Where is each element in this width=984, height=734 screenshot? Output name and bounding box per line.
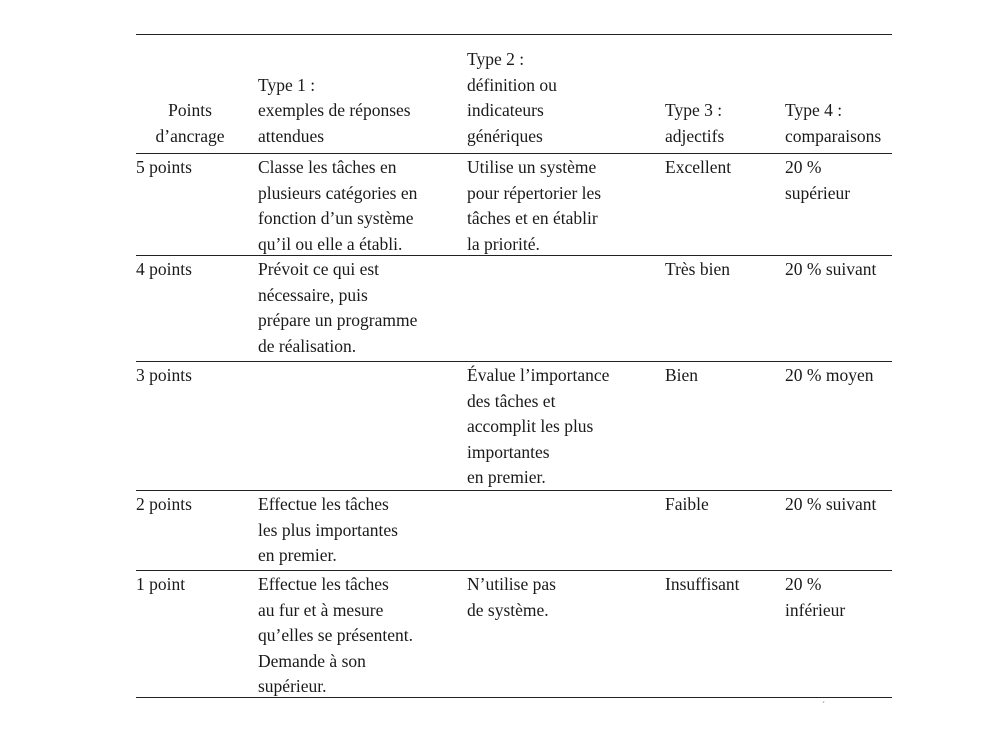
row-type4: 20 % moyen <box>785 365 874 385</box>
row-points: 3 points <box>136 365 192 385</box>
row-points: 2 points <box>136 494 192 514</box>
row-type4: 20 % suivant <box>785 494 877 514</box>
header-row <box>136 35 892 153</box>
row-type4: 20 % inférieur <box>785 574 846 620</box>
bottom-rule <box>136 697 892 698</box>
row-type4: 20 % supérieur <box>785 157 851 203</box>
row-type1: Effectue les tâches au fur et à mesure qu’elles se présentent. Demande à son supérieur. <box>258 574 414 696</box>
row-points: 1 point <box>136 574 186 594</box>
row-type1: Effectue les tâches les plus importantes en premier. <box>258 494 398 565</box>
row-type4: 20 % suivant <box>785 259 877 279</box>
row-type1: Prévoit ce qui est nécessaire, puis prépare un programme de réalisation. <box>258 259 418 356</box>
row-points: 5 points <box>136 157 192 177</box>
table-row <box>136 256 892 361</box>
anchoring-scale-table <box>136 34 892 698</box>
row-points: 4 points <box>136 259 192 279</box>
row-type2: Évalue l’importance des tâches et accomplit les plus importantes en premier. <box>467 365 610 487</box>
row-type3: Excellent <box>665 157 732 177</box>
stray-mark: ´ <box>822 700 825 710</box>
table-row <box>136 571 892 697</box>
table-row <box>136 154 892 255</box>
header-type4: Type 4 : comparaisons <box>785 100 882 146</box>
row-type1: Classe les tâches en plusieurs catégories en fonction d’un système qu’il ou elle a établi. <box>258 157 418 254</box>
header-type1: Type 1 : exemples de réponses attendues <box>258 74 411 146</box>
row-type2: N’utilise pas de système. <box>467 574 556 620</box>
row-type3: Très bien <box>665 259 730 279</box>
row-type3: Bien <box>665 365 699 385</box>
row-type3: Faible <box>665 494 709 514</box>
header-type2: Type 2 : définition ou indicateurs génériques <box>467 49 557 146</box>
row-type3: Insuffisant <box>665 574 740 594</box>
table-row <box>136 491 892 570</box>
row-type2: Utilise un système pour répertorier les tâches et en établir la priorité. <box>467 157 602 254</box>
table-row <box>136 362 892 490</box>
header-points: Points d’ancrage <box>155 100 225 146</box>
header-type3: Type 3 : adjectifs <box>665 100 725 146</box>
